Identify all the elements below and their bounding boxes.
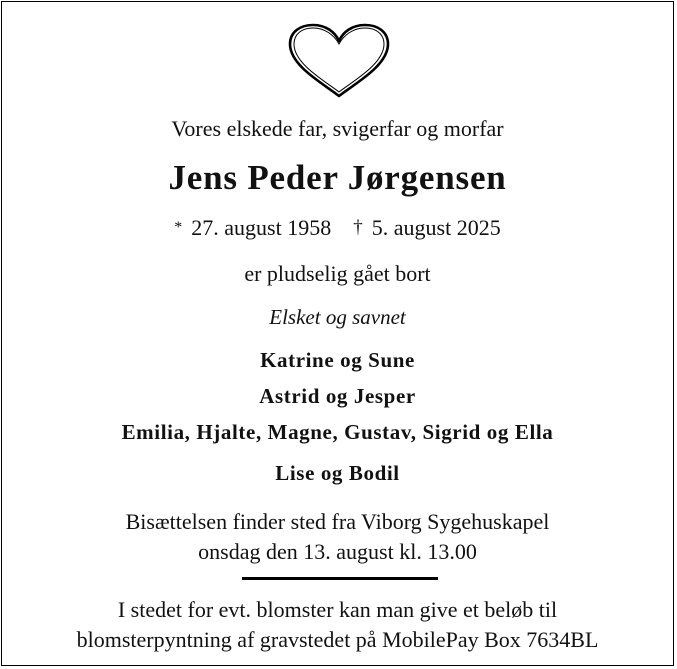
divider <box>242 577 438 580</box>
death-date: 5. august 2025 <box>371 215 501 240</box>
note-line: I stedet for evt. blomster kan man give et beløb til <box>117 597 558 622</box>
birth-star-icon: * <box>174 219 183 236</box>
heart-outline-icon <box>286 22 392 98</box>
birth-date: 27. august 1958 <box>191 215 332 240</box>
family-line: Astrid og Jesper <box>259 384 416 408</box>
obituary-notice <box>1 1 674 666</box>
family-line: Katrine og Sune <box>260 348 415 372</box>
motto-text: Elsket og savnet <box>269 305 406 329</box>
death-cross-icon: † <box>353 217 363 238</box>
ceremony-info <box>2 507 673 567</box>
life-dates <box>2 215 673 241</box>
family-line: Emilia, Hjalte, Magne, Gustav, Sigrid og Ella <box>121 420 554 444</box>
ceremony-line: Bisættelsen finder sted fra Viborg Sygehuskapel <box>125 509 550 534</box>
passed-away-text: er pludselig gået bort <box>244 261 431 286</box>
family-line: Lise og Bodil <box>275 461 400 485</box>
ceremony-line: onsdag den 13. august kl. 13.00 <box>198 539 477 564</box>
intro-text: Vores elskede far, svigerfar og morfar <box>171 116 504 141</box>
note-line: blomsterpyntning af gravstedet på MobilePay Box 7634BL <box>76 627 599 652</box>
donation-note <box>2 595 673 655</box>
deceased-name: Jens Peder Jørgensen <box>168 158 507 197</box>
